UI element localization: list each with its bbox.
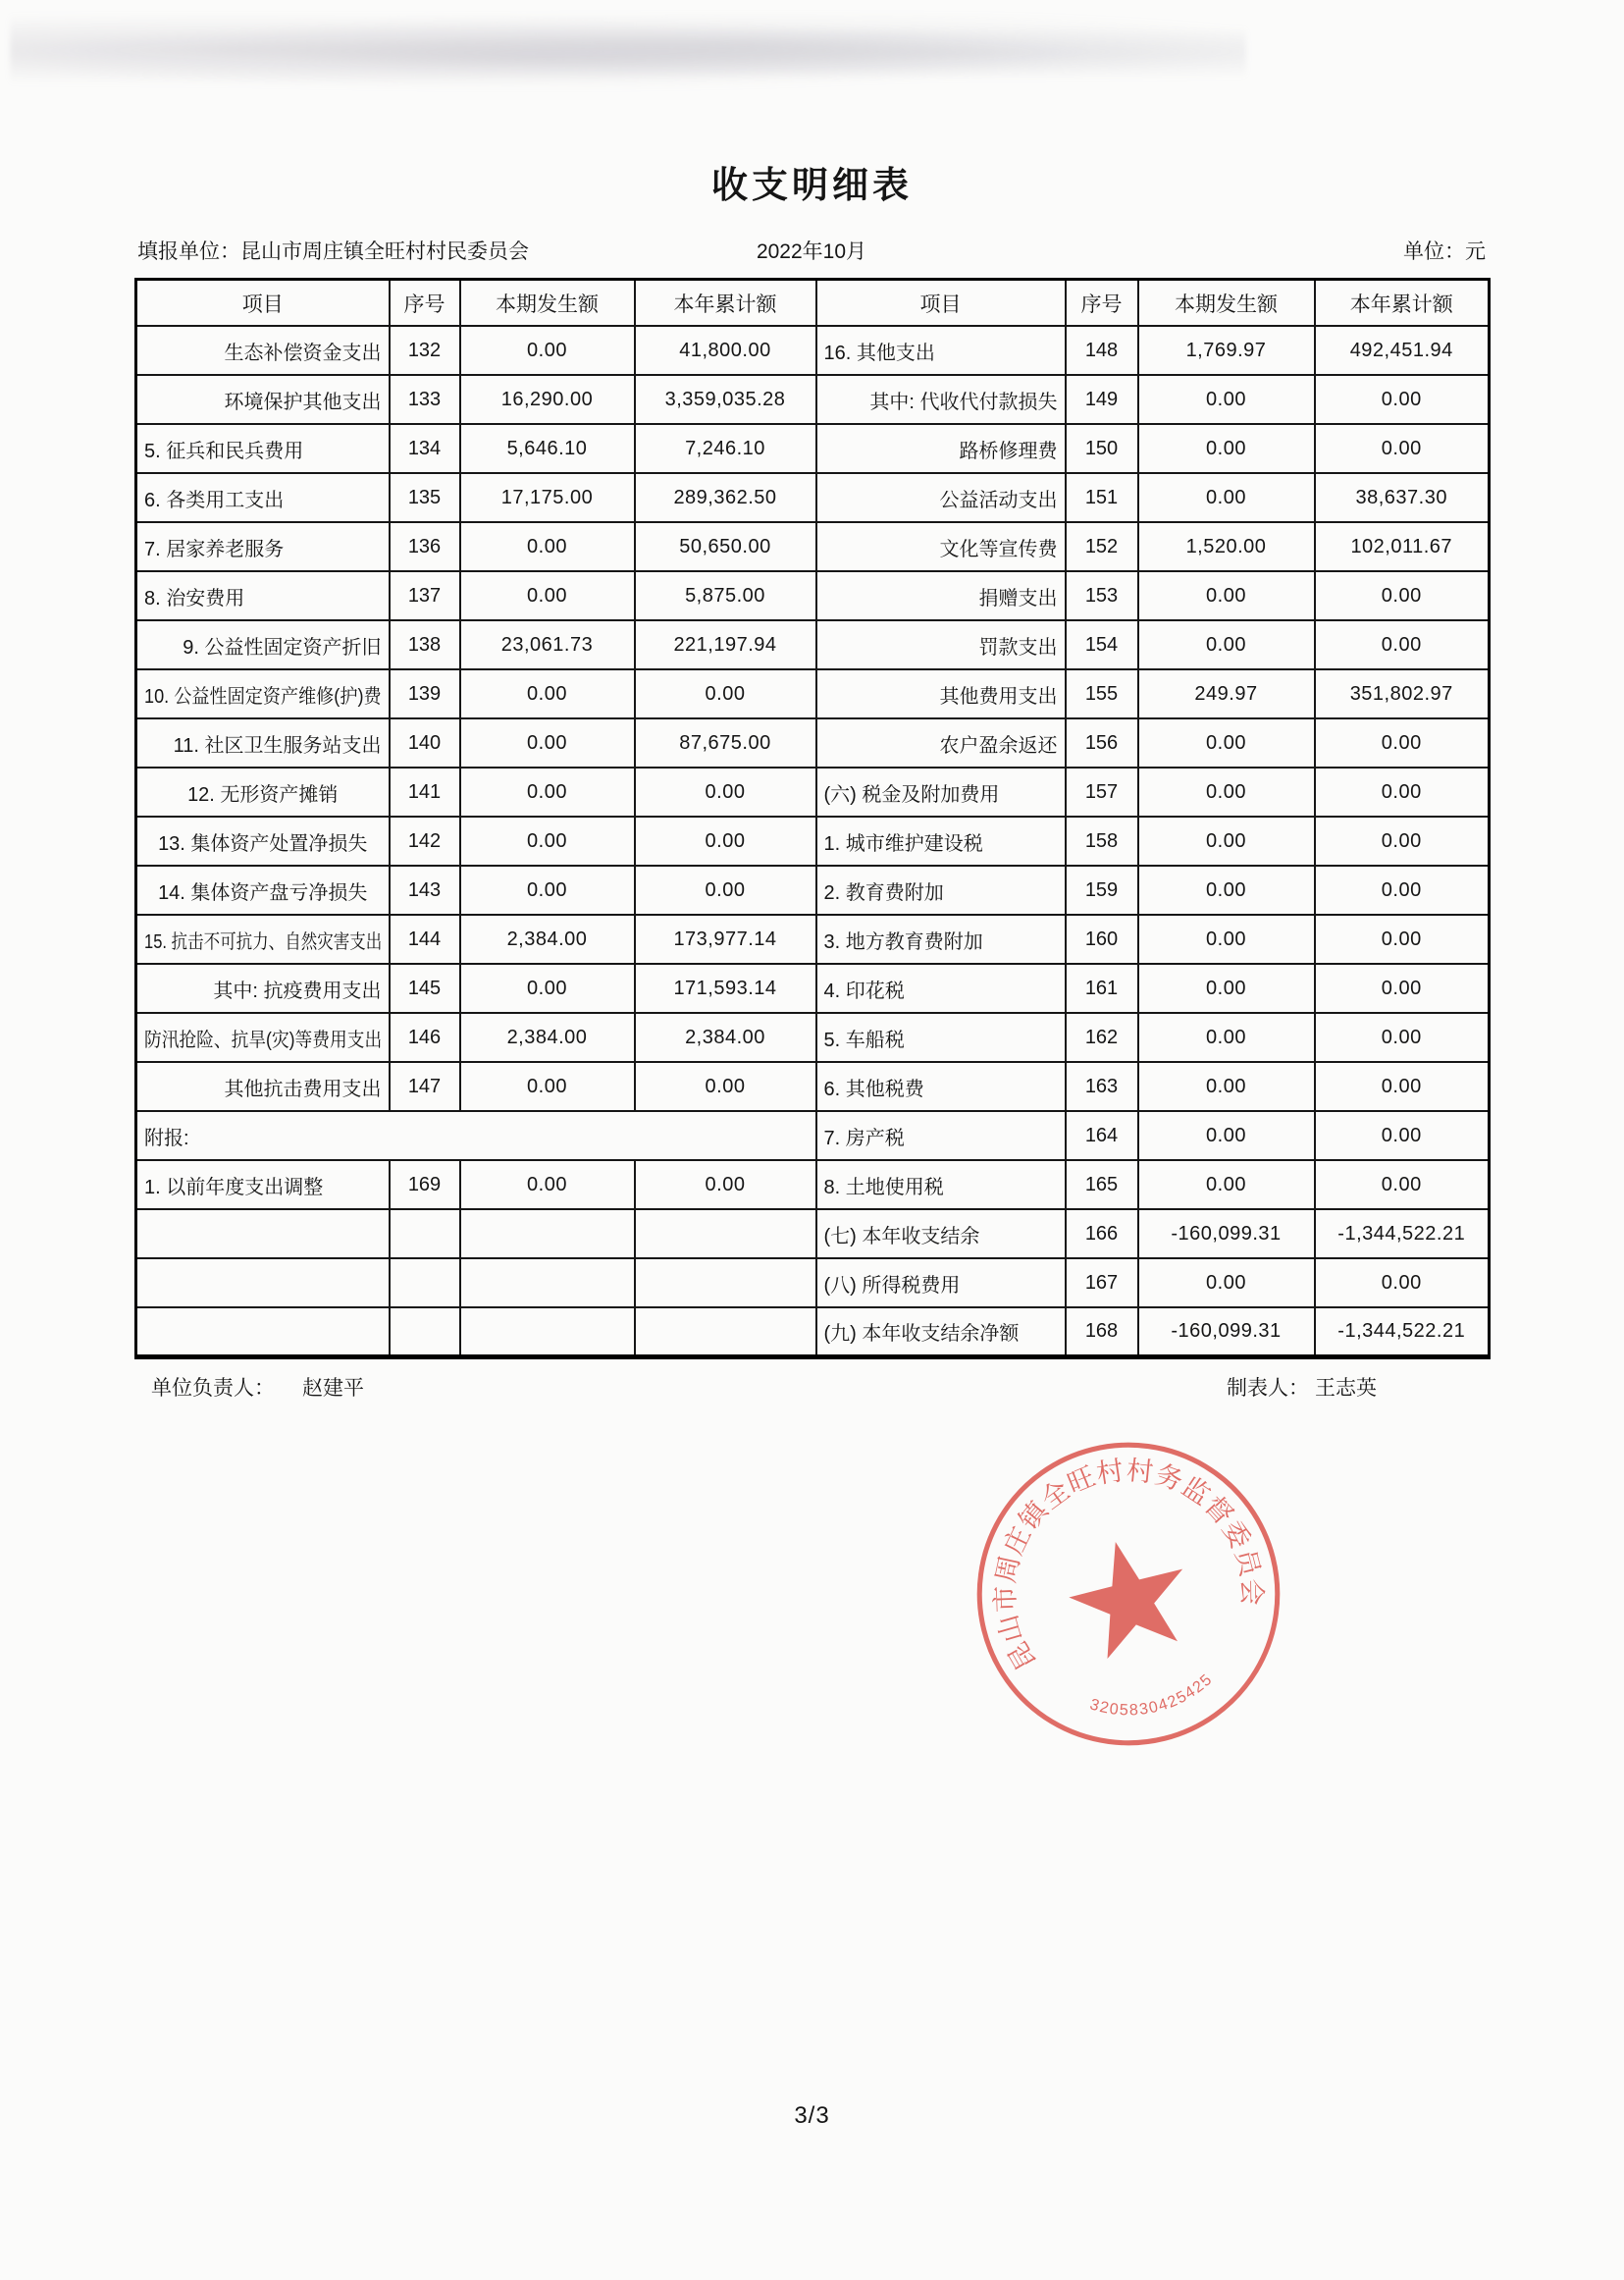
cell-no-right: 148: [1066, 326, 1138, 375]
cell-current-left: 5,646.10: [460, 424, 635, 473]
cell-current-right: 0.00: [1138, 1013, 1315, 1062]
cell-current-left: 0.00: [460, 1160, 635, 1209]
cell-item-left: 其中: 抗疫费用支出: [136, 964, 390, 1013]
cell-ytd-left: 0.00: [635, 669, 816, 718]
cell-current-left: 0.00: [460, 768, 635, 817]
cell-item-left: 5. 征兵和民兵费用: [136, 424, 390, 473]
cell-current-left: 0.00: [460, 964, 635, 1013]
cell-ytd-right: 0.00: [1315, 866, 1490, 915]
cell-no-left: [390, 1209, 460, 1258]
cell-ytd-right: 0.00: [1315, 375, 1490, 424]
cell-ytd-right: 0.00: [1315, 1111, 1490, 1160]
table-row: [136, 473, 1490, 522]
cell-item-right: 7. 房产税: [816, 1111, 1066, 1160]
cell-current-right: 0.00: [1138, 1111, 1315, 1160]
page-title: 收支明细表: [711, 165, 913, 205]
cell-no-left: 146: [390, 1013, 460, 1062]
cell-ytd-right: 492,451.94: [1315, 326, 1490, 375]
cell-item-right: 4. 印花税: [816, 964, 1066, 1013]
table-row: [136, 1160, 1490, 1209]
cell-item-right: 1. 城市维护建设税: [816, 817, 1066, 866]
cell-no-left: 136: [390, 522, 460, 571]
cell-ytd-left: 41,800.00: [635, 326, 816, 375]
cell-ytd-left: 0.00: [635, 1062, 816, 1111]
cell-current-left: 0.00: [460, 326, 635, 375]
cell-ytd-right: 0.00: [1315, 620, 1490, 669]
table-row: [136, 522, 1490, 571]
cell-current-right: 1,769.97: [1138, 326, 1315, 375]
cell-ytd-left: [635, 1258, 816, 1307]
stamp-text: 昆山市周庄镇全旺村村务监督委员会: [989, 1455, 1268, 1675]
cell-ytd-left: 221,197.94: [635, 620, 816, 669]
cell-current-right: 0.00: [1138, 718, 1315, 768]
official-stamp: [923, 1389, 1333, 1798]
cell-current-left: 23,061.73: [460, 620, 635, 669]
cell-item-left: [136, 1307, 390, 1356]
cell-item-right: (六) 税金及附加费用: [816, 768, 1066, 817]
cell-no-left: 141: [390, 768, 460, 817]
cell-no-right: 161: [1066, 964, 1138, 1013]
cell-item-right: (九) 本年收支结余净额: [816, 1307, 1066, 1356]
cell-item-right: 其他费用支出: [816, 669, 1066, 718]
cell-item-left: 15. 抗击不可抗力、自然灾害支出: [136, 915, 390, 964]
cell-no-left: 142: [390, 817, 460, 866]
cell-no-right: 154: [1066, 620, 1138, 669]
header-current-right: 本期发生额: [1138, 280, 1315, 327]
stamp-star-icon: [1059, 1528, 1199, 1665]
cell-ytd-left: [635, 1209, 816, 1258]
table-row: [136, 375, 1490, 424]
cell-current-left: 0.00: [460, 669, 635, 718]
cell-item-left: 环境保护其他支出: [136, 375, 390, 424]
cell-current-left: [460, 1258, 635, 1307]
cell-current-right: 0.00: [1138, 866, 1315, 915]
detail-table-body: [136, 326, 1490, 1356]
cell-item-left: 9. 公益性固定资产折旧: [136, 620, 390, 669]
cell-item-right: (七) 本年收支结余: [816, 1209, 1066, 1258]
cell-item-right: 6. 其他税费: [816, 1062, 1066, 1111]
cell-item-left: 附报:: [136, 1111, 816, 1160]
responsible-name: 赵建平: [302, 1377, 364, 1400]
cell-ytd-right: 0.00: [1315, 424, 1490, 473]
cell-ytd-left: 7,246.10: [635, 424, 816, 473]
reporting-unit-label: 填报单位：: [137, 240, 240, 263]
cell-current-left: 0.00: [460, 571, 635, 620]
cell-item-right: 路桥修理费: [816, 424, 1066, 473]
cell-ytd-right: 38,637.30: [1315, 473, 1490, 522]
cell-ytd-right: 0.00: [1315, 964, 1490, 1013]
cell-item-right: 5. 车船税: [816, 1013, 1066, 1062]
cell-item-right: 公益活动支出: [816, 473, 1066, 522]
cell-item-right: 16. 其他支出: [816, 326, 1066, 375]
header-current-left: 本期发生额: [460, 280, 635, 327]
cell-ytd-left: 87,675.00: [635, 718, 816, 768]
header-no-left: 序号: [390, 280, 460, 327]
cell-current-left: 0.00: [460, 522, 635, 571]
cell-ytd-right: 0.00: [1315, 915, 1490, 964]
cell-current-right: 0.00: [1138, 964, 1315, 1013]
table-row: [136, 915, 1490, 964]
cell-item-left: 8. 治安费用: [136, 571, 390, 620]
cell-current-left: 0.00: [460, 718, 635, 768]
cell-ytd-right: 0.00: [1315, 571, 1490, 620]
subheader: [135, 236, 1488, 265]
cell-ytd-left: 3,359,035.28: [635, 375, 816, 424]
cell-ytd-right: 0.00: [1315, 768, 1490, 817]
cell-item-left: 10. 公益性固定资产维修(护)费: [136, 669, 390, 718]
cell-item-right: 文化等宣传费: [816, 522, 1066, 571]
cell-current-left: [460, 1307, 635, 1356]
table-row: [136, 669, 1490, 718]
cell-current-left: [460, 1209, 635, 1258]
page-number: 3/3: [794, 2102, 830, 2129]
expense-detail-table: [134, 278, 1491, 1359]
cell-no-right: 164: [1066, 1111, 1138, 1160]
cell-item-right: 2. 教育费附加: [816, 866, 1066, 915]
cell-no-left: 138: [390, 620, 460, 669]
cell-no-right: 168: [1066, 1307, 1138, 1356]
cell-ytd-right: -1,344,522.21: [1315, 1307, 1490, 1356]
cell-no-right: 155: [1066, 669, 1138, 718]
cell-no-right: 160: [1066, 915, 1138, 964]
cell-no-right: 167: [1066, 1258, 1138, 1307]
cell-item-right: 罚款支出: [816, 620, 1066, 669]
cell-item-left: [136, 1209, 390, 1258]
cell-no-right: 163: [1066, 1062, 1138, 1111]
cell-current-right: 0.00: [1138, 375, 1315, 424]
unit-label: 单位：元: [1403, 240, 1486, 263]
report-period: 2022年10月: [756, 240, 867, 263]
table-row: [136, 964, 1490, 1013]
cell-no-left: 143: [390, 866, 460, 915]
cell-item-left: 13. 集体资产处置净损失: [136, 817, 390, 866]
table-row: [136, 1111, 1490, 1160]
cell-current-left: 0.00: [460, 1062, 635, 1111]
cell-current-right: 0.00: [1138, 1160, 1315, 1209]
cell-ytd-right: 102,011.67: [1315, 522, 1490, 571]
cell-ytd-left: 2,384.00: [635, 1013, 816, 1062]
cell-current-left: 0.00: [460, 866, 635, 915]
table-row: [136, 817, 1490, 866]
reporting-unit-value: 昆山市周庄镇全旺村村民委员会: [240, 240, 529, 263]
table-row: [136, 768, 1490, 817]
cell-no-left: [390, 1307, 460, 1356]
table-row: [136, 326, 1490, 375]
cell-current-right: 0.00: [1138, 571, 1315, 620]
cell-item-left: 防汛抢险、抗旱(灾)等费用支出: [136, 1013, 390, 1062]
header-ytd-left: 本年累计额: [635, 280, 816, 327]
table-row: [136, 1013, 1490, 1062]
cell-item-right: 8. 土地使用税: [816, 1160, 1066, 1209]
cell-ytd-left: 173,977.14: [635, 915, 816, 964]
cell-ytd-left: [635, 1307, 816, 1356]
cell-current-right: 0.00: [1138, 915, 1315, 964]
cell-current-right: 0.00: [1138, 1258, 1315, 1307]
cell-no-left: 145: [390, 964, 460, 1013]
cell-item-left: 14. 集体资产盘亏净损失: [136, 866, 390, 915]
cell-ytd-left: 0.00: [635, 1160, 816, 1209]
cell-current-left: 16,290.00: [460, 375, 635, 424]
cell-no-right: 162: [1066, 1013, 1138, 1062]
cell-item-left: 生态补偿资金支出: [136, 326, 390, 375]
cell-no-right: 149: [1066, 375, 1138, 424]
cell-no-right: 158: [1066, 817, 1138, 866]
scan-smudge: [10, 14, 1246, 92]
cell-no-left: 135: [390, 473, 460, 522]
cell-current-right: 0.00: [1138, 473, 1315, 522]
cell-ytd-left: 5,875.00: [635, 571, 816, 620]
cell-current-right: 0.00: [1138, 768, 1315, 817]
cell-no-right: 153: [1066, 571, 1138, 620]
cell-ytd-right: 0.00: [1315, 817, 1490, 866]
cell-ytd-left: 289,362.50: [635, 473, 816, 522]
cell-no-left: 133: [390, 375, 460, 424]
cell-current-left: 0.00: [460, 817, 635, 866]
table-row: [136, 1209, 1490, 1258]
table-row: [136, 1062, 1490, 1111]
cell-item-right: 捐赠支出: [816, 571, 1066, 620]
cell-item-left: 6. 各类用工支出: [136, 473, 390, 522]
table-row: [136, 1258, 1490, 1307]
cell-no-right: 165: [1066, 1160, 1138, 1209]
cell-no-left: 139: [390, 669, 460, 718]
table-header-row: [136, 280, 1490, 327]
header-ytd-right: 本年累计额: [1315, 280, 1490, 327]
cell-ytd-right: 351,802.97: [1315, 669, 1490, 718]
responsible-person: [151, 1372, 364, 1402]
cell-current-right: 0.00: [1138, 424, 1315, 473]
tabulator-name: 王志英: [1315, 1377, 1377, 1400]
cell-no-left: 169: [390, 1160, 460, 1209]
cell-no-left: 134: [390, 424, 460, 473]
cell-no-right: 152: [1066, 522, 1138, 571]
header-no-right: 序号: [1066, 280, 1138, 327]
tabulator-label: 制表人：: [1227, 1377, 1309, 1400]
cell-no-left: 140: [390, 718, 460, 768]
cell-no-left: 137: [390, 571, 460, 620]
table-row: [136, 866, 1490, 915]
cell-no-right: 156: [1066, 718, 1138, 768]
official-stamp-svg: [923, 1389, 1333, 1798]
cell-current-right: -160,099.31: [1138, 1307, 1315, 1356]
table-row: [136, 718, 1490, 768]
cell-no-right: 151: [1066, 473, 1138, 522]
cell-item-left: 11. 社区卫生服务站支出: [136, 718, 390, 768]
cell-ytd-left: 0.00: [635, 817, 816, 866]
table-row: [136, 1307, 1490, 1356]
cell-no-left: 132: [390, 326, 460, 375]
cell-item-right: (八) 所得税费用: [816, 1258, 1066, 1307]
cell-current-right: -160,099.31: [1138, 1209, 1315, 1258]
cell-no-right: 150: [1066, 424, 1138, 473]
header-item-right: 项目: [816, 280, 1066, 327]
cell-item-left: 其他抗击费用支出: [136, 1062, 390, 1111]
cell-ytd-right: -1,344,522.21: [1315, 1209, 1490, 1258]
cell-ytd-left: 0.00: [635, 768, 816, 817]
cell-no-left: 144: [390, 915, 460, 964]
stamp-code: 3205830425425: [1087, 1670, 1217, 1720]
table-row: [136, 424, 1490, 473]
responsible-label: 单位负责人：: [151, 1377, 275, 1400]
cell-current-left: 17,175.00: [460, 473, 635, 522]
cell-item-right: 农户盈余返还: [816, 718, 1066, 768]
cell-item-right: 3. 地方教育费附加: [816, 915, 1066, 964]
cell-current-right: 0.00: [1138, 817, 1315, 866]
cell-ytd-right: 0.00: [1315, 1258, 1490, 1307]
cell-current-right: 1,520.00: [1138, 522, 1315, 571]
cell-no-right: 166: [1066, 1209, 1138, 1258]
cell-item-left: [136, 1258, 390, 1307]
table-row: [136, 620, 1490, 669]
cell-current-right: 0.00: [1138, 1062, 1315, 1111]
cell-current-right: 249.97: [1138, 669, 1315, 718]
cell-ytd-right: 0.00: [1315, 718, 1490, 768]
table-row: [136, 571, 1490, 620]
cell-no-left: [390, 1258, 460, 1307]
header-item-left: 项目: [136, 280, 390, 327]
cell-ytd-right: 0.00: [1315, 1013, 1490, 1062]
cell-no-right: 159: [1066, 866, 1138, 915]
cell-item-left: 12. 无形资产摊销: [136, 768, 390, 817]
cell-ytd-left: 171,593.14: [635, 964, 816, 1013]
cell-ytd-left: 50,650.00: [635, 522, 816, 571]
cell-ytd-right: 0.00: [1315, 1160, 1490, 1209]
cell-item-left: 7. 居家养老服务: [136, 522, 390, 571]
cell-ytd-left: 0.00: [635, 866, 816, 915]
cell-item-left: 1. 以前年度支出调整: [136, 1160, 390, 1209]
cell-no-left: 147: [390, 1062, 460, 1111]
cell-current-left: 2,384.00: [460, 915, 635, 964]
cell-current-left: 2,384.00: [460, 1013, 635, 1062]
table-footer: [135, 1372, 1488, 1402]
cell-ytd-right: 0.00: [1315, 1062, 1490, 1111]
cell-current-right: 0.00: [1138, 620, 1315, 669]
cell-item-right: 其中: 代收代付款损失: [816, 375, 1066, 424]
cell-no-right: 157: [1066, 768, 1138, 817]
